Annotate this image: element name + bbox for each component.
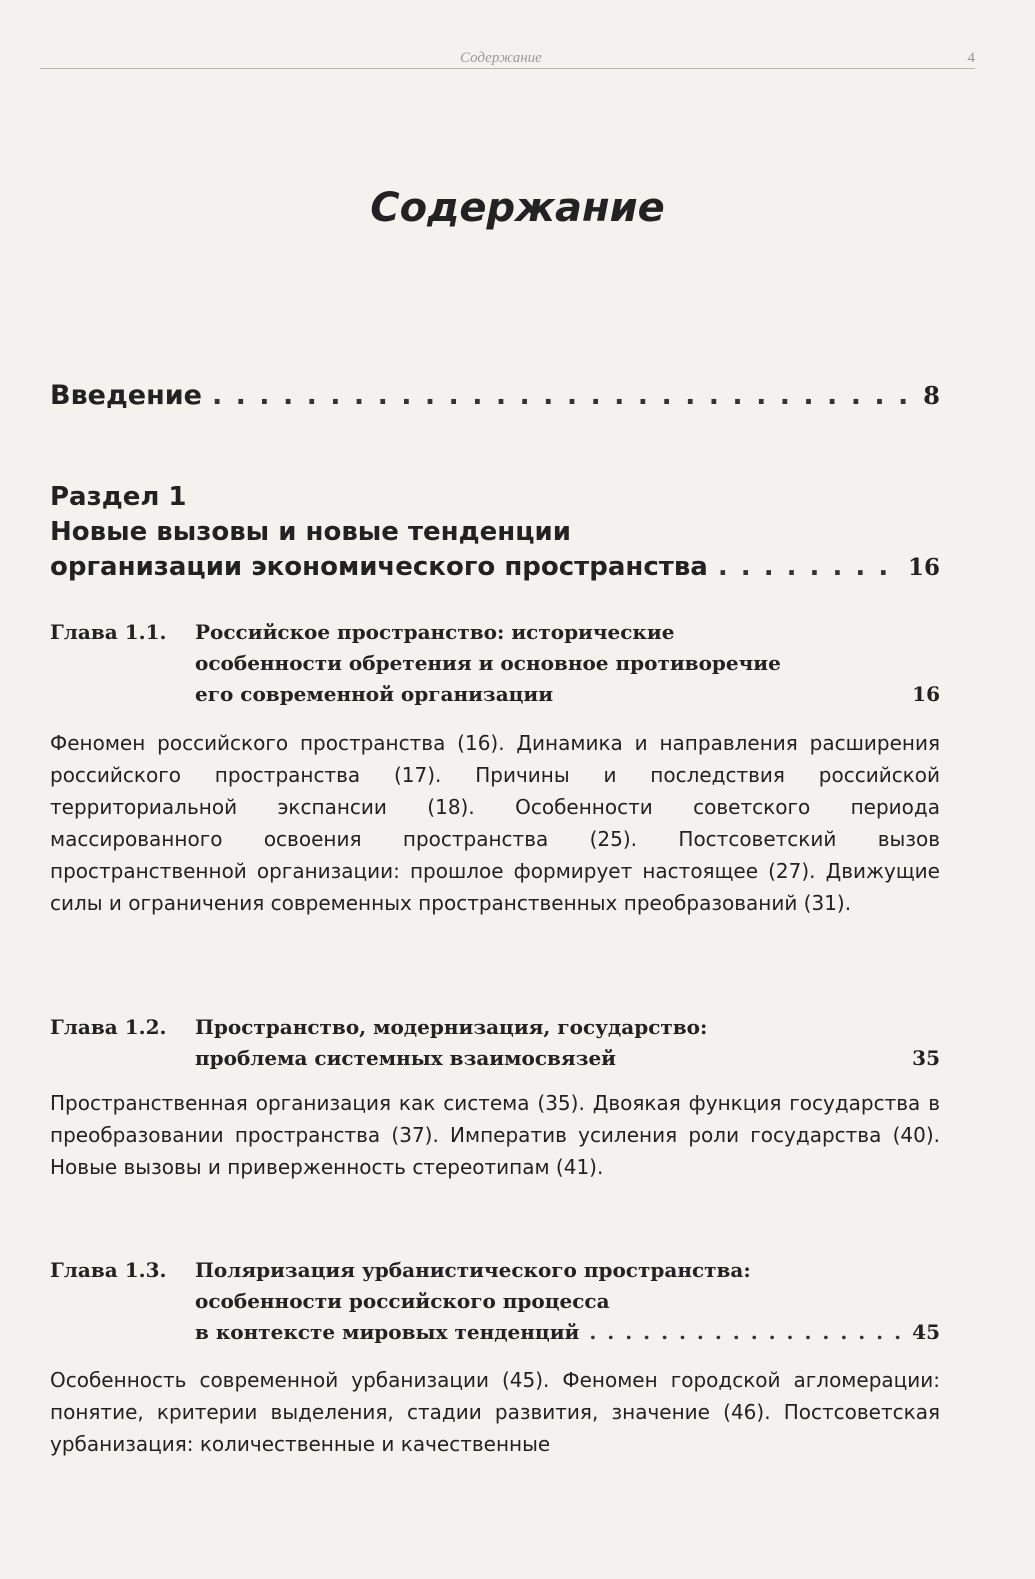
chapter-page: 16 [912,682,940,706]
toc-chapter-1-1 [50,617,940,710]
running-head-title: Содержание [460,50,542,66]
chapter-title-line-1: Пространство, модернизация, государство: [195,1015,708,1039]
chapter-title-line-2: проблема системных взаимосвязей [195,1046,617,1070]
section-title-line-1: Новые вызовы и новые тенденции [50,517,571,547]
chapter-title-line-2: особенности российского процесса [195,1289,610,1313]
toc-section-1 [50,480,940,585]
chapter-page: 35 [912,1046,940,1070]
chapter-1-1-description: Феномен российского пространства (16). Динамика и направления расширения российского пространства (17). Причины и последствия российской территориальной экспансии (18). Особенности советского периода массированного освоения пространства (25). Постсоветский вызов пространственной организации: прошлое формирует настоящее (27). Движущие силы и ограничения современных пространственных преобразований (31). [50,731,940,915]
toc-chapter-1-2 [50,1012,940,1074]
chapter-title-line-1: Поляризация урбанистического пространства: [195,1258,751,1282]
toc-entry-intro [50,380,940,411]
chapter-title-line-2: особенности обретения и основное противоречие [195,651,781,675]
section-title-line-2: организации экономического пространства [50,552,708,582]
section-page: 16 [907,554,940,581]
running-head-page-number: 4 [967,50,975,66]
section-title-last-line [50,550,940,585]
chapter-title-last-line [195,1317,940,1348]
chapter-title-line-1: Российское пространство: исторические [195,620,675,644]
chapter-label: Глава 1.2. [50,1015,167,1039]
dot-leader [589,1317,902,1348]
chapter-title-last-line [195,679,940,710]
running-head [40,50,975,69]
toc-entry-intro-label: Введение [50,380,202,411]
chapter-label: Глава 1.1. [50,620,167,644]
chapter-label: Глава 1.3. [50,1258,167,1282]
chapter-page: 45 [912,1320,940,1344]
chapter-1-3-description: Особенность современной урбанизации (45). Феномен городской агломерации: понятие, критерии выделения, стадии развития, значение (46). Постсоветская урбанизация: количественные и качественные [50,1368,940,1456]
dot-leader [212,380,913,411]
dot-leader [718,550,898,585]
chapter-title-line-3: его современной организации [195,682,554,706]
chapter-title-last-line [195,1043,940,1074]
toc-entry-intro-page: 8 [923,381,940,410]
toc-chapter-1-3 [50,1255,940,1348]
chapter-title-line-3: в контексте мировых тенденций [195,1320,580,1344]
chapter-1-2-description: Пространственная организация как система (35). Двоякая функция государства в преобразовании пространства (37). Императив усиления роли государства (40). Новые вызовы и приверженность стереотипам (41). [50,1091,940,1179]
section-number: Раздел 1 [50,482,187,512]
page-title: Содержание [370,185,665,231]
